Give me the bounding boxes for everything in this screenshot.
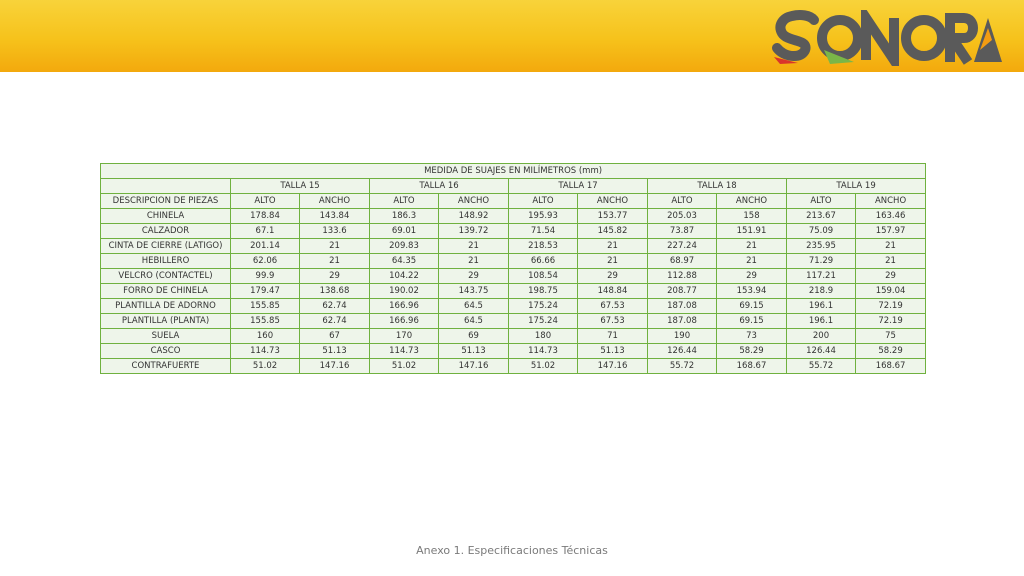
measurement-cell: 21 xyxy=(578,239,648,254)
measurement-cell: 166.96 xyxy=(370,314,439,329)
table-row xyxy=(101,224,926,239)
column-header-ancho: ANCHO xyxy=(578,194,648,209)
measurement-cell: 71.54 xyxy=(509,224,578,239)
measurement-cell: 29 xyxy=(578,269,648,284)
size-header: TALLA 16 xyxy=(370,179,509,194)
size-header-spacer xyxy=(101,179,231,194)
measurement-cell: 227.24 xyxy=(648,239,717,254)
measurement-cell: 64.5 xyxy=(439,314,509,329)
piece-name-cell: PLANTILLA (PLANTA) xyxy=(101,314,231,329)
measurement-cell: 168.67 xyxy=(717,359,787,374)
measurement-cell: 69.15 xyxy=(717,299,787,314)
column-header-ancho: ANCHO xyxy=(300,194,370,209)
measurement-cell: 62.06 xyxy=(231,254,300,269)
measurement-cell: 168.67 xyxy=(856,359,926,374)
measurement-cell: 51.13 xyxy=(439,344,509,359)
measurement-cell: 69.01 xyxy=(370,224,439,239)
measurement-cell: 133.6 xyxy=(300,224,370,239)
column-header-description: DESCRIPCION DE PIEZAS xyxy=(101,194,231,209)
measurement-cell: 179.47 xyxy=(231,284,300,299)
table-row xyxy=(101,344,926,359)
column-header-alto: ALTO xyxy=(648,194,717,209)
column-header-ancho: ANCHO xyxy=(856,194,926,209)
measurement-cell: 114.73 xyxy=(231,344,300,359)
sonora-logo xyxy=(770,10,1002,66)
measurement-cell: 205.03 xyxy=(648,209,717,224)
measurement-cell: 175.24 xyxy=(509,314,578,329)
measurement-cell: 114.73 xyxy=(509,344,578,359)
measurement-cell: 51.02 xyxy=(231,359,300,374)
measurement-cell: 153.77 xyxy=(578,209,648,224)
measurement-cell: 143.84 xyxy=(300,209,370,224)
table-row xyxy=(101,329,926,344)
measurement-cell: 58.29 xyxy=(856,344,926,359)
table-title-row xyxy=(101,164,926,179)
measurement-cell: 21 xyxy=(300,254,370,269)
footer-caption: Anexo 1. Especificaciones Técnicas xyxy=(416,544,608,557)
measurement-cell: 147.16 xyxy=(439,359,509,374)
measurement-cell: 170 xyxy=(370,329,439,344)
measurement-cell: 66.66 xyxy=(509,254,578,269)
measurement-cell: 126.44 xyxy=(787,344,856,359)
measurement-cell: 148.92 xyxy=(439,209,509,224)
measurement-cell: 21 xyxy=(439,254,509,269)
size-header: TALLA 17 xyxy=(509,179,648,194)
measurement-cell: 218.9 xyxy=(787,284,856,299)
measurement-cell: 67 xyxy=(300,329,370,344)
measurement-cell: 208.77 xyxy=(648,284,717,299)
piece-name-cell: VELCRO (CONTACTEL) xyxy=(101,269,231,284)
piece-name-cell: FORRO DE CHINELA xyxy=(101,284,231,299)
column-header-alto: ALTO xyxy=(509,194,578,209)
measurement-cell: 51.13 xyxy=(578,344,648,359)
measurement-cell: 104.22 xyxy=(370,269,439,284)
measurement-cell: 200 xyxy=(787,329,856,344)
measurement-cell: 71.29 xyxy=(787,254,856,269)
measurement-cell: 21 xyxy=(717,239,787,254)
measurement-cell: 147.16 xyxy=(300,359,370,374)
piece-name-cell: PLANTILLA DE ADORNO xyxy=(101,299,231,314)
table-row xyxy=(101,239,926,254)
measurement-cell: 51.02 xyxy=(509,359,578,374)
measurement-cell: 72.19 xyxy=(856,299,926,314)
measurements-table xyxy=(100,163,925,374)
measurement-cell: 64.5 xyxy=(439,299,509,314)
measurement-cell: 126.44 xyxy=(648,344,717,359)
measurement-cell: 75 xyxy=(856,329,926,344)
column-header-alto: ALTO xyxy=(787,194,856,209)
column-header-row xyxy=(101,194,926,209)
measurement-cell: 75.09 xyxy=(787,224,856,239)
measurement-cell: 198.75 xyxy=(509,284,578,299)
measurement-cell: 151.91 xyxy=(717,224,787,239)
measurement-cell: 213.67 xyxy=(787,209,856,224)
measurement-cell: 138.68 xyxy=(300,284,370,299)
measurement-cell: 29 xyxy=(300,269,370,284)
measurement-cell: 69.15 xyxy=(717,314,787,329)
measurement-cell: 175.24 xyxy=(509,299,578,314)
table-row xyxy=(101,209,926,224)
measurement-cell: 187.08 xyxy=(648,314,717,329)
measurement-cell: 62.74 xyxy=(300,299,370,314)
measurement-cell: 235.95 xyxy=(787,239,856,254)
measurement-cell: 201.14 xyxy=(231,239,300,254)
measurement-cell: 218.53 xyxy=(509,239,578,254)
measurement-cell: 196.1 xyxy=(787,314,856,329)
measurement-cell: 143.75 xyxy=(439,284,509,299)
measurement-cell: 58.29 xyxy=(717,344,787,359)
measurement-cell: 157.97 xyxy=(856,224,926,239)
measurement-cell: 155.85 xyxy=(231,314,300,329)
measurement-cell: 73 xyxy=(717,329,787,344)
column-header-ancho: ANCHO xyxy=(439,194,509,209)
piece-name-cell: CHINELA xyxy=(101,209,231,224)
measurement-cell: 21 xyxy=(439,239,509,254)
table-title: MEDIDA DE SUAJES EN MILÍMETROS (mm) xyxy=(101,164,926,179)
measurement-cell: 21 xyxy=(578,254,648,269)
piece-name-cell: SUELA xyxy=(101,329,231,344)
column-header-alto: ALTO xyxy=(370,194,439,209)
measurement-cell: 29 xyxy=(439,269,509,284)
measurement-cell: 108.54 xyxy=(509,269,578,284)
size-header: TALLA 19 xyxy=(787,179,926,194)
measurement-cell: 67.1 xyxy=(231,224,300,239)
measurement-cell: 29 xyxy=(717,269,787,284)
measurement-cell: 153.94 xyxy=(717,284,787,299)
measurement-cell: 69 xyxy=(439,329,509,344)
size-header: TALLA 15 xyxy=(231,179,370,194)
size-header: TALLA 18 xyxy=(648,179,787,194)
table-row xyxy=(101,284,926,299)
measurement-cell: 62.74 xyxy=(300,314,370,329)
measurement-cell: 21 xyxy=(300,239,370,254)
measurement-cell: 68.97 xyxy=(648,254,717,269)
table-row xyxy=(101,314,926,329)
measurement-cell: 29 xyxy=(856,269,926,284)
measurement-cell: 72.19 xyxy=(856,314,926,329)
measurement-cell: 112.88 xyxy=(648,269,717,284)
measurement-cell: 99.9 xyxy=(231,269,300,284)
measurement-cell: 139.72 xyxy=(439,224,509,239)
measurement-cell: 195.93 xyxy=(509,209,578,224)
measurement-cell: 51.02 xyxy=(370,359,439,374)
measurement-cell: 73.87 xyxy=(648,224,717,239)
measurement-cell: 155.85 xyxy=(231,299,300,314)
column-header-ancho: ANCHO xyxy=(717,194,787,209)
column-header-alto: ALTO xyxy=(231,194,300,209)
measurement-cell: 67.53 xyxy=(578,314,648,329)
measurement-cell: 67.53 xyxy=(578,299,648,314)
table-row xyxy=(101,254,926,269)
measurement-cell: 190.02 xyxy=(370,284,439,299)
measurement-cell: 148.84 xyxy=(578,284,648,299)
measurement-cell: 147.16 xyxy=(578,359,648,374)
piece-name-cell: HEBILLERO xyxy=(101,254,231,269)
table-row xyxy=(101,269,926,284)
measurement-cell: 209.83 xyxy=(370,239,439,254)
measurement-cell: 166.96 xyxy=(370,299,439,314)
measurement-cell: 159.04 xyxy=(856,284,926,299)
header-banner xyxy=(0,0,1024,72)
measurement-cell: 178.84 xyxy=(231,209,300,224)
measurement-cell: 64.35 xyxy=(370,254,439,269)
measurement-cell: 160 xyxy=(231,329,300,344)
measurement-cell: 163.46 xyxy=(856,209,926,224)
measurement-cell: 71 xyxy=(578,329,648,344)
measurement-cell: 21 xyxy=(856,254,926,269)
table-row xyxy=(101,359,926,374)
piece-name-cell: CASCO xyxy=(101,344,231,359)
measurement-cell: 21 xyxy=(717,254,787,269)
measurement-cell: 145.82 xyxy=(578,224,648,239)
measurement-cell: 51.13 xyxy=(300,344,370,359)
measurement-cell: 55.72 xyxy=(648,359,717,374)
measurement-cell: 186.3 xyxy=(370,209,439,224)
piece-name-cell: CALZADOR xyxy=(101,224,231,239)
measurement-cell: 158 xyxy=(717,209,787,224)
measurement-cell: 114.73 xyxy=(370,344,439,359)
measurement-cell: 180 xyxy=(509,329,578,344)
measurement-cell: 117.21 xyxy=(787,269,856,284)
table-row xyxy=(101,299,926,314)
size-header-row xyxy=(101,179,926,194)
measurement-cell: 21 xyxy=(856,239,926,254)
measurement-cell: 196.1 xyxy=(787,299,856,314)
piece-name-cell: CINTA DE CIERRE (LATIGO) xyxy=(101,239,231,254)
measurement-cell: 55.72 xyxy=(787,359,856,374)
measurement-cell: 190 xyxy=(648,329,717,344)
measurement-cell: 187.08 xyxy=(648,299,717,314)
piece-name-cell: CONTRAFUERTE xyxy=(101,359,231,374)
